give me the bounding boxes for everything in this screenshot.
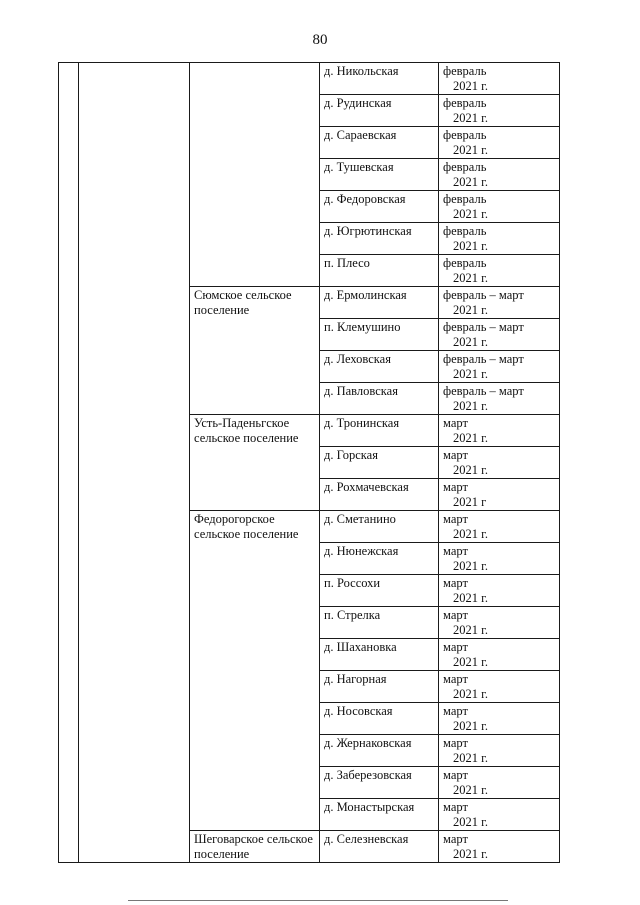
date-cell xyxy=(439,159,560,191)
table-row xyxy=(59,63,560,95)
date-period: март xyxy=(443,672,468,686)
settlement-cell: Сюмское сельское поселение xyxy=(190,287,320,415)
date-period: март xyxy=(443,704,468,718)
date-year: 2021 г. xyxy=(453,559,488,573)
date-year: 2021 г. xyxy=(453,79,488,93)
date-cell xyxy=(439,255,560,287)
date-year: 2021 г. xyxy=(453,111,488,125)
date-year: 2021 г. xyxy=(453,335,488,349)
scan-edge-line xyxy=(128,900,508,901)
date-year: 2021 г xyxy=(453,495,487,509)
date-cell xyxy=(439,607,560,639)
date-period: март xyxy=(443,512,468,526)
village-cell: д. Горская xyxy=(320,447,439,479)
date-year: 2021 г. xyxy=(453,783,488,797)
number-cell xyxy=(59,63,79,863)
date-year: 2021 г. xyxy=(453,463,488,477)
village-cell: д. Леховская xyxy=(320,351,439,383)
date-cell xyxy=(439,447,560,479)
date-cell xyxy=(439,671,560,703)
date-cell xyxy=(439,767,560,799)
date-period: март xyxy=(443,576,468,590)
date-period: февраль xyxy=(443,160,487,174)
village-cell: д. Монастырская xyxy=(320,799,439,831)
date-year: 2021 г. xyxy=(453,303,488,317)
settlement-cell: Усть-Паденьгское сельское поселение xyxy=(190,415,320,511)
date-period: март xyxy=(443,832,468,846)
date-cell xyxy=(439,703,560,735)
village-cell: д. Рудинская xyxy=(320,95,439,127)
date-year: 2021 г. xyxy=(453,367,488,381)
date-cell xyxy=(439,95,560,127)
date-period: март xyxy=(443,736,468,750)
date-year: 2021 г. xyxy=(453,431,488,445)
date-period: март xyxy=(443,448,468,462)
village-cell: д. Никольская xyxy=(320,63,439,95)
date-year: 2021 г. xyxy=(453,751,488,765)
date-cell xyxy=(439,511,560,543)
date-cell xyxy=(439,735,560,767)
date-period: март xyxy=(443,480,468,494)
village-cell: д. Ермолинская xyxy=(320,287,439,319)
village-cell: п. Стрелка xyxy=(320,607,439,639)
date-year: 2021 г. xyxy=(453,655,488,669)
date-period: февраль xyxy=(443,64,487,78)
date-year: 2021 г. xyxy=(453,687,488,701)
date-cell xyxy=(439,415,560,447)
settlement-cell: Шеговарское сельское поселение xyxy=(190,831,320,863)
date-period: февраль xyxy=(443,256,487,270)
village-cell: д. Нюнежская xyxy=(320,543,439,575)
date-cell xyxy=(439,351,560,383)
village-cell: д. Жернаковская xyxy=(320,735,439,767)
date-period: февраль xyxy=(443,96,487,110)
date-year: 2021 г. xyxy=(453,815,488,829)
date-period: март xyxy=(443,544,468,558)
date-period: март xyxy=(443,416,468,430)
date-cell xyxy=(439,319,560,351)
date-year: 2021 г. xyxy=(453,239,488,253)
page-number: 80 xyxy=(312,32,328,48)
village-cell: д. Носовская xyxy=(320,703,439,735)
village-cell: д. Федоровская xyxy=(320,191,439,223)
date-period: февраль xyxy=(443,192,487,206)
village-cell: д. Селезневская xyxy=(320,831,439,863)
village-cell: д. Павловская xyxy=(320,383,439,415)
date-period: март xyxy=(443,608,468,622)
village-cell: д. Тушевская xyxy=(320,159,439,191)
village-cell: д. Югрютинская xyxy=(320,223,439,255)
date-year: 2021 г. xyxy=(453,719,488,733)
settlement-cell xyxy=(190,63,320,287)
date-cell xyxy=(439,191,560,223)
date-year: 2021 г. xyxy=(453,623,488,637)
village-cell: д. Шахановка xyxy=(320,639,439,671)
village-cell: п. Плесо xyxy=(320,255,439,287)
village-cell: п. Клемушино xyxy=(320,319,439,351)
settlement-cell: Федорогорское сельское поселение xyxy=(190,511,320,831)
date-period: февраль – март xyxy=(443,384,524,398)
date-cell xyxy=(439,479,560,511)
village-cell: д. Заберезовская xyxy=(320,767,439,799)
date-period: февраль – март xyxy=(443,288,524,302)
date-cell xyxy=(439,799,560,831)
schedule-table xyxy=(58,62,560,863)
date-cell xyxy=(439,63,560,95)
date-cell xyxy=(439,127,560,159)
date-year: 2021 г. xyxy=(453,399,488,413)
date-period: март xyxy=(443,800,468,814)
date-year: 2021 г. xyxy=(453,527,488,541)
village-cell: д. Тронинская xyxy=(320,415,439,447)
date-period: март xyxy=(443,768,468,782)
date-cell xyxy=(439,287,560,319)
table-body xyxy=(59,63,560,863)
date-cell xyxy=(439,639,560,671)
village-cell: д. Рохмачевская xyxy=(320,479,439,511)
date-year: 2021 г. xyxy=(453,847,488,861)
village-cell: д. Нагорная xyxy=(320,671,439,703)
date-cell xyxy=(439,831,560,863)
date-year: 2021 г. xyxy=(453,175,488,189)
village-cell: д. Сараевская xyxy=(320,127,439,159)
date-year: 2021 г. xyxy=(453,207,488,221)
date-cell xyxy=(439,543,560,575)
date-period: март xyxy=(443,640,468,654)
date-cell xyxy=(439,383,560,415)
district-cell xyxy=(79,63,190,863)
date-cell xyxy=(439,575,560,607)
date-cell xyxy=(439,223,560,255)
date-year: 2021 г. xyxy=(453,143,488,157)
date-period: февраль xyxy=(443,224,487,238)
date-period: февраль xyxy=(443,128,487,142)
village-cell: д. Сметанино xyxy=(320,511,439,543)
date-period: февраль – март xyxy=(443,352,524,366)
date-year: 2021 г. xyxy=(453,591,488,605)
date-year: 2021 г. xyxy=(453,271,488,285)
date-period: февраль – март xyxy=(443,320,524,334)
village-cell: п. Россохи xyxy=(320,575,439,607)
